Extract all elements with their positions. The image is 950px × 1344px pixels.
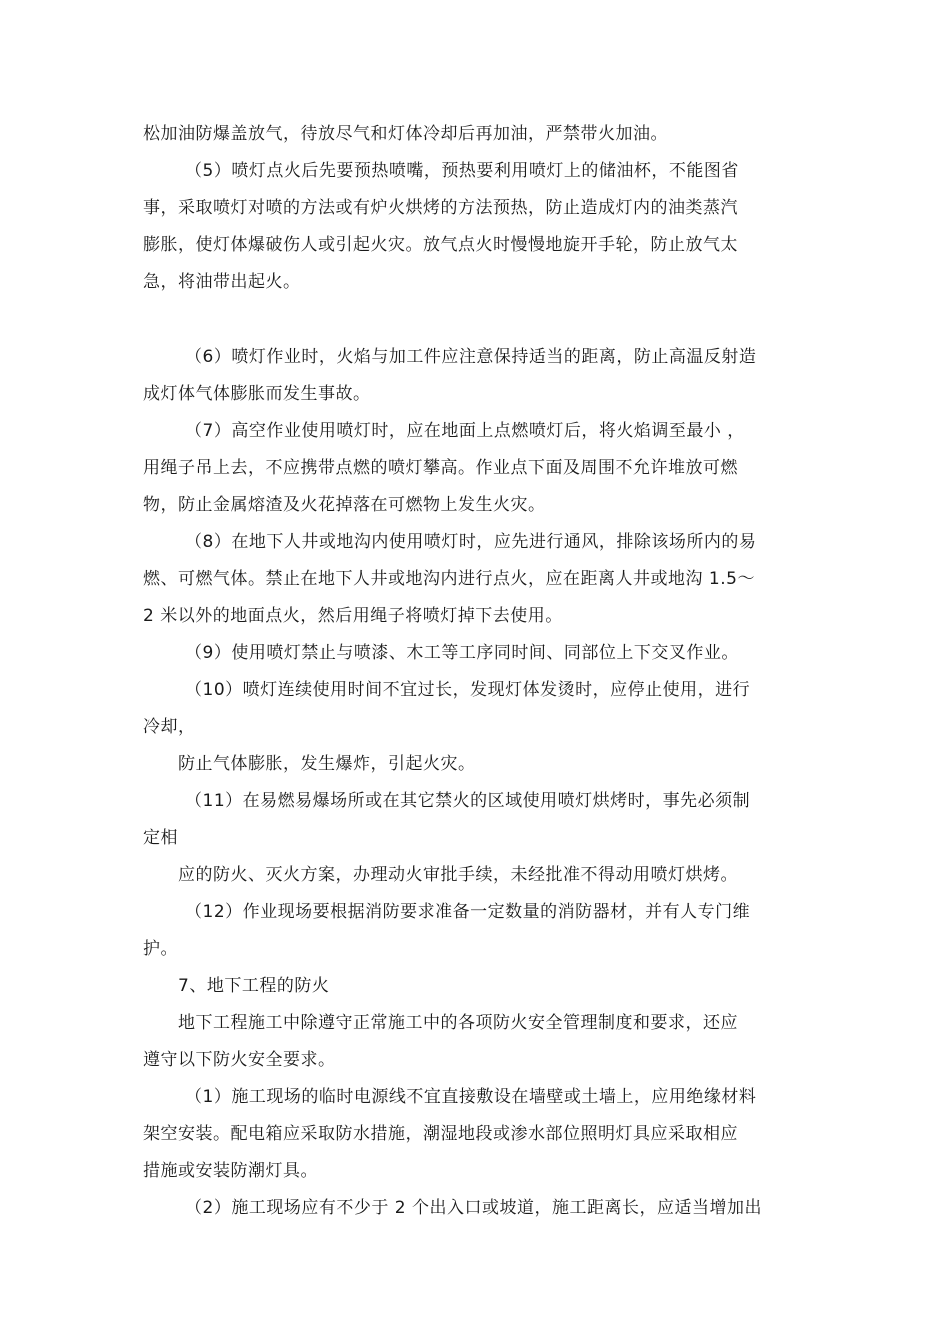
text-line: （10）喷灯连续使用时间不宜过长，发现灯体发烫时，应停止使用，进行 — [185, 680, 751, 700]
text-line: （1）施工现场的临时电源线不宜直接敷设在墙壁或土墙上，应用绝缘材料 — [185, 1087, 757, 1107]
text-line: （11）在易燃易爆场所或在其它禁火的区域使用喷灯烘烤时，事先必须制 — [185, 791, 751, 811]
text-line: （6）喷灯作业时，火焰与加工件应注意保持适当的距离，防止高温反射造 — [185, 347, 757, 367]
text-line: 地下工程施工中除遵守正常施工中的各项防火安全管理制度和要求，还应 — [178, 1013, 738, 1033]
text-line: 定相 — [143, 828, 178, 848]
text-line: （9）使用喷灯禁止与喷漆、木工等工序同时间、同部位上下交叉作业。 — [185, 643, 739, 663]
section-heading: 7、地下工程的防火 — [178, 976, 330, 996]
text-line: 架空安装。配电箱应采取防水措施，潮湿地段或渗水部位照明灯具应采取相应 — [143, 1124, 738, 1144]
text-line: 燃、可燃气体。禁止在地下人井或地沟内进行点火，应在距离人井或地沟 1.5～ — [143, 569, 755, 589]
text-line: 应的防火、灭火方案，办理动火审批手续，未经批准不得动用喷灯烘烤。 — [178, 865, 738, 885]
text-line: （12）作业现场要根据消防要求准备一定数量的消防器材，并有人专门维 — [185, 902, 751, 922]
text-line: 防止气体膨胀，发生爆炸，引起火灾。 — [178, 754, 476, 774]
text-line: 护。 — [143, 939, 178, 959]
text-line: 冷却， — [143, 717, 196, 737]
text-line: 事，采取喷灯对喷的方法或有炉火烘烤的方法预热，防止造成灯内的油类蒸汽 — [143, 198, 738, 218]
text-line: 物，防止金属熔渣及火花掉落在可燃物上发生火灾。 — [143, 495, 546, 515]
text-line: 用绳子吊上去，不应携带点燃的喷灯攀高。作业点下面及周围不允许堆放可燃 — [143, 458, 738, 478]
text-line: 松加油防爆盖放气，待放尽气和灯体冷却后再加油，严禁带火加油。 — [143, 124, 668, 144]
text-line: （8）在地下人井或地沟内使用喷灯时，应先进行通风，排除该场所内的易 — [185, 532, 757, 552]
text-line: 膨胀，使灯体爆破伤人或引起火灾。放气点火时慢慢地旋开手轮，防止放气太 — [143, 235, 738, 255]
text-line: （7）高空作业使用喷灯时，应在地面上点燃喷灯后，将火焰调至最小 ， — [185, 421, 745, 441]
text-line: 2 米以外的地面点火，然后用绳子将喷灯掉下去使用。 — [143, 606, 563, 626]
text-line: （2）施工现场应有不少于 2 个出入口或坡道，施工距离长，应适当增加出 — [185, 1198, 762, 1218]
text-line: 急，将油带出起火。 — [143, 272, 301, 292]
text-line: 遵守以下防火安全要求。 — [143, 1050, 336, 1070]
text-line: （5）喷灯点火后先要预热喷嘴，预热要利用喷灯上的储油杯，不能图省 — [185, 161, 739, 181]
text-line: 成灯体气体膨胀而发生事故。 — [143, 384, 371, 404]
text-line: 措施或安装防潮灯具。 — [143, 1161, 318, 1181]
